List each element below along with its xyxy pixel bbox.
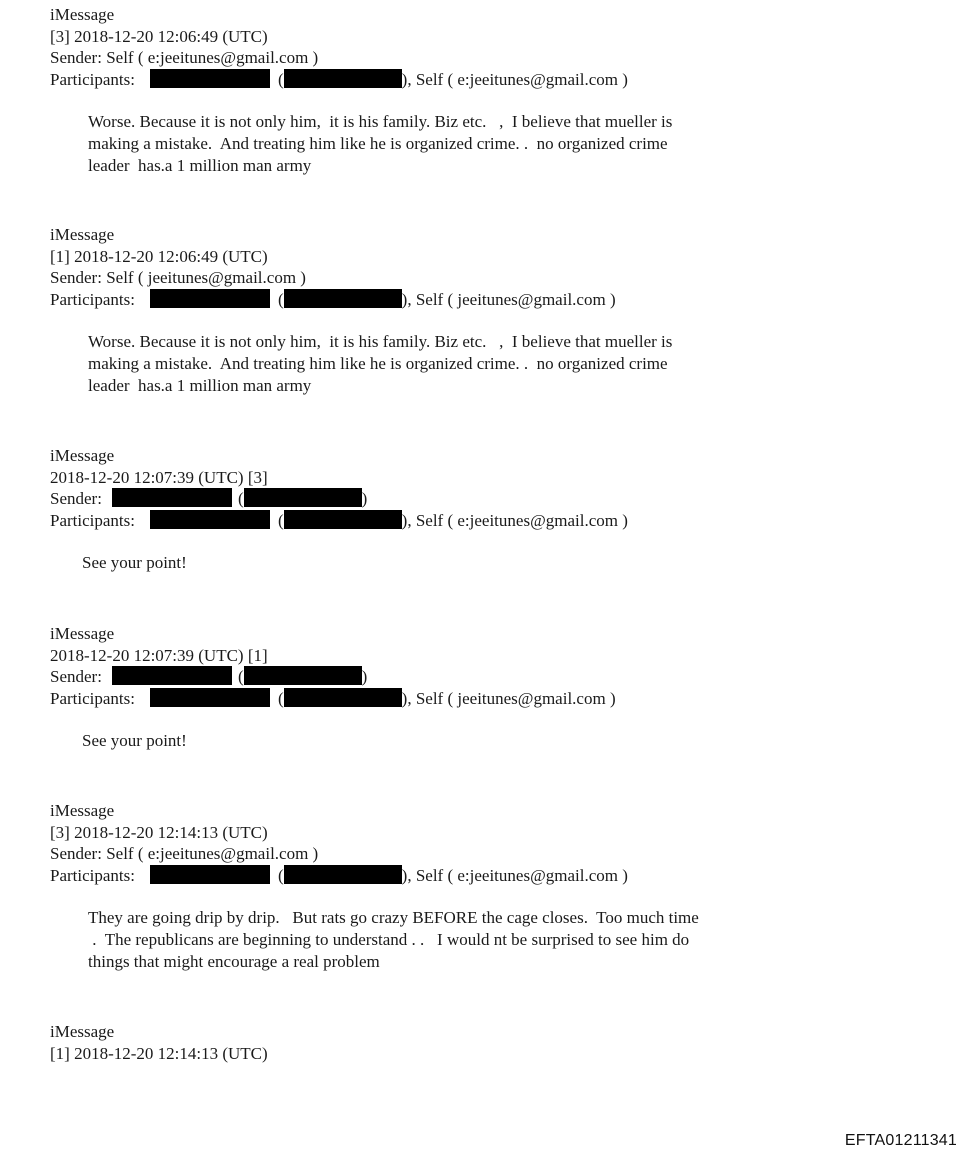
redaction-box (112, 488, 232, 507)
message-service: iMessage (50, 1022, 115, 1041)
redaction-box (244, 666, 362, 685)
message-service: iMessage (50, 801, 115, 820)
document-id: EFTA01211341 (844, 1132, 957, 1149)
participants-suffix: ), Self ( e:jeeitunes@gmail.com ) (401, 510, 628, 530)
message-block (50, 4, 930, 177)
message-header: 2018-12-20 12:07:39 (UTC) [3] (50, 467, 268, 487)
message-service: iMessage (50, 225, 115, 244)
message-body (50, 331, 930, 397)
body-line: leader has.a 1 million man army (88, 376, 312, 395)
sender-label: Sender: (50, 844, 102, 863)
redaction-box (244, 488, 362, 507)
redaction-box (284, 69, 402, 88)
message-block (50, 224, 930, 397)
participants-label: Participants: (50, 69, 135, 89)
message-body (50, 907, 930, 973)
participants-line: Participants: ( ), Self ( e:jeeitunes@gmail.com ) (50, 69, 628, 89)
body-line: See your point! (82, 731, 187, 750)
sender-label: Sender: (50, 268, 102, 287)
body-line: making a mistake. And treating him like he is organized crime. . no organized crime (88, 134, 668, 153)
body-line: They are going drip by drip. But rats go crazy BEFORE the cage closes. Too much time (88, 908, 699, 927)
redaction-box (284, 510, 402, 529)
redaction-box (150, 865, 270, 884)
sender-label: Sender: (50, 489, 102, 508)
sender-label: Sender: (50, 667, 102, 686)
sender-line (50, 267, 930, 289)
redaction-box (284, 289, 402, 308)
sender-line (50, 47, 930, 69)
message-body (50, 730, 930, 752)
message-service: iMessage (50, 624, 115, 643)
redaction-box (150, 69, 270, 88)
message-header: 2018-12-20 12:07:39 (UTC) [1] (50, 645, 268, 665)
message-header: [1] 2018-12-20 12:14:13 (UTC) (50, 1043, 268, 1063)
message-block (50, 623, 930, 752)
redaction-box (150, 510, 270, 529)
sender-text: Self ( e:jeeitunes@gmail.com ) (106, 48, 319, 67)
body-line: . The republicans are beginning to understand . . I would nt be surprised to see him do (88, 930, 690, 949)
participants-line: Participants: ( ), Self ( jeeitunes@gmail.com ) (50, 688, 616, 708)
message-header: [3] 2018-12-20 12:06:49 (UTC) (50, 26, 268, 46)
participants-suffix: ), Self ( e:jeeitunes@gmail.com ) (401, 69, 628, 89)
body-line: things that might encourage a real problem (88, 952, 380, 971)
sender-text: Self ( e:jeeitunes@gmail.com ) (106, 844, 319, 863)
participants-suffix: ), Self ( jeeitunes@gmail.com ) (401, 688, 616, 708)
redaction-box (150, 688, 270, 707)
message-header: [1] 2018-12-20 12:06:49 (UTC) (50, 246, 268, 266)
sender-label: Sender: (50, 48, 102, 67)
participants-label: Participants: (50, 688, 135, 708)
participants-suffix: ), Self ( jeeitunes@gmail.com ) (401, 289, 616, 309)
participants-suffix: ), Self ( e:jeeitunes@gmail.com ) (401, 865, 628, 885)
redaction-box (284, 688, 402, 707)
participants-label: Participants: (50, 510, 135, 530)
participants-label: Participants: (50, 289, 135, 309)
sender-line (50, 843, 930, 865)
message-block (50, 800, 930, 973)
body-line: Worse. Because it is not only him, it is his family. Biz etc. , I believe that mueller is (88, 332, 673, 351)
message-body (50, 552, 930, 574)
body-line: leader has.a 1 million man army (88, 156, 312, 175)
sender-line: Sender: ( ) (50, 667, 368, 686)
participants-line: Participants: ( ), Self ( e:jeeitunes@gmail.com ) (50, 510, 628, 530)
message-service: iMessage (50, 446, 115, 465)
body-line: See your point! (82, 553, 187, 572)
message-block (50, 445, 930, 574)
message-service: iMessage (50, 5, 115, 24)
participants-label: Participants: (50, 865, 135, 885)
sender-text: Self ( jeeitunes@gmail.com ) (106, 268, 306, 287)
message-block (50, 1021, 930, 1064)
body-line: Worse. Because it is not only him, it is his family. Biz etc. , I believe that mueller is (88, 112, 673, 131)
participants-line: Participants: ( ), Self ( e:jeeitunes@gmail.com ) (50, 865, 628, 885)
message-header: [3] 2018-12-20 12:14:13 (UTC) (50, 822, 268, 842)
sender-line: Sender: ( ) (50, 489, 368, 508)
redaction-box (150, 289, 270, 308)
participants-line: Participants: ( ), Self ( jeeitunes@gmail.com ) (50, 289, 616, 309)
redaction-box (284, 865, 402, 884)
body-line: making a mistake. And treating him like he is organized crime. . no organized crime (88, 354, 668, 373)
message-body (50, 111, 930, 177)
redaction-box (112, 666, 232, 685)
